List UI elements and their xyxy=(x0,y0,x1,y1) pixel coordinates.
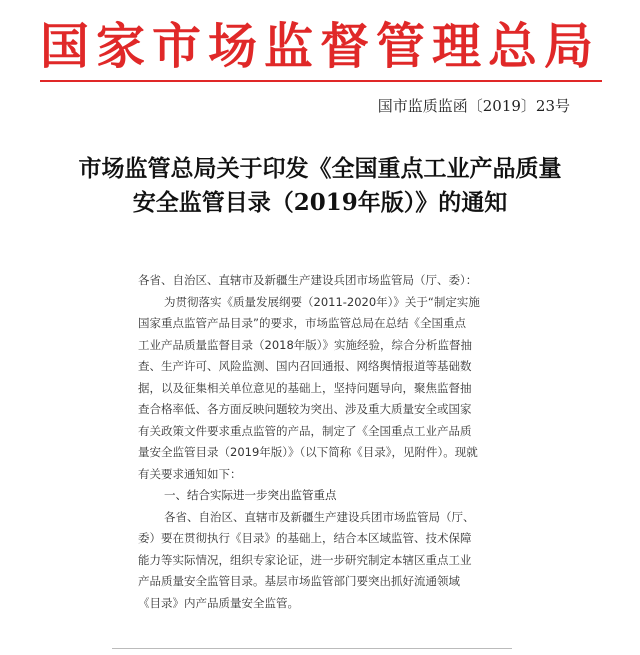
notice-body xyxy=(138,270,510,614)
paragraph-1-line: 为贯彻落实《质量发展纲要（2011-2020年）》关于“制定实施 xyxy=(164,294,480,309)
paragraph-2-line: 各省、自治区、直辖市及新疆生产建设兵团市场监管局（厅、 xyxy=(164,509,475,524)
organization-letterhead: 国家市场监督管理总局 xyxy=(39,17,600,75)
section-1-heading: 一、结合实际进一步突出监管重点 xyxy=(164,488,337,502)
paragraph-2-line: 能力等实际情况，组织专家论证，进一步研究制定本辖区重点工业 xyxy=(138,552,472,567)
paragraph-1-line: 国家重点监管产品目录”的要求，市场监管总局在总结《全国重点 xyxy=(138,316,466,330)
document-number: 国市监质监函〔2019〕23号 xyxy=(377,97,570,115)
paragraph-1-line: 工业产品质量监督目录（2018年版）》实施经验，综合分析监督抽 xyxy=(138,337,473,352)
paragraph-2-line: 委）要在贯彻执行《目录》的基础上，结合本区域监管、技术保障 xyxy=(138,531,472,545)
paragraph-1-line: 有关要求通知如下： xyxy=(138,466,242,481)
paragraph-1-line: 有关政策文件要求重点监管的产品，制定了《全国重点工业产品质 xyxy=(138,423,472,438)
salutation: 各省、自治区、直辖市及新疆生产建设兵团市场监管局（厅、委）： xyxy=(138,273,478,287)
paragraph-1-line: 据，以及征集相关单位意见的基础上，坚持问题导向，聚焦监督抽 xyxy=(138,380,472,395)
notice-title xyxy=(0,152,640,220)
paragraph-1-line: 量安全监管目录（2019年版）》（以下简称《目录》，见附件）。现就 xyxy=(138,445,478,459)
bottom-divider xyxy=(112,648,512,649)
paragraph-2-line: 产品质量安全监管目录。基层市场监管部门要突出抓好流通领域 xyxy=(138,574,460,588)
notice-title-line-1: 市场监管总局关于印发《全国重点工业产品质量 xyxy=(78,155,562,182)
paragraph-1-line: 查、生产许可、风险监测、国内召回通报、网络舆情报道等基础数 xyxy=(138,359,472,373)
letterhead-red-rule xyxy=(40,80,602,82)
paragraph-2-line: 《目录》内产品质量安全监管。 xyxy=(138,595,299,610)
paragraph-1-line: 查合格率低、各方面反映问题较为突出、涉及重大质量安全或国家 xyxy=(138,402,472,416)
notice-title-line-2: 安全监管目录（2019年版）》的通知 xyxy=(132,189,508,216)
